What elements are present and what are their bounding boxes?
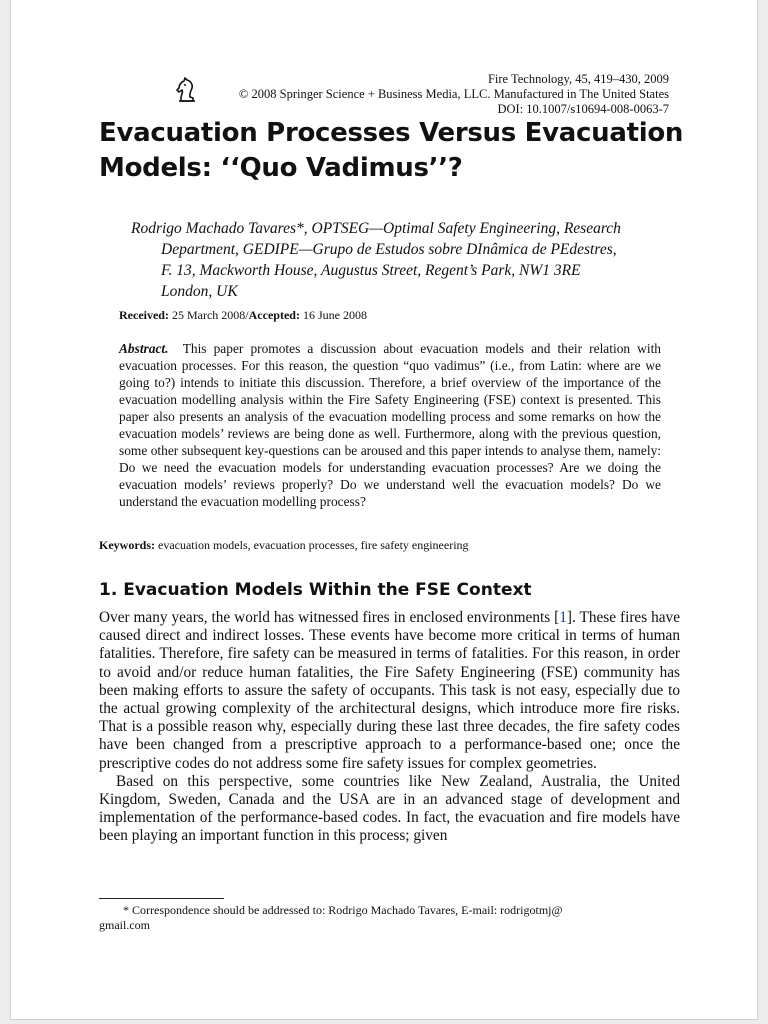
received-accepted-dates <box>119 308 367 323</box>
author-line-1: Rodrigo Machado Tavares*, OPTSEG—Optimal Safety Engineering, Research <box>131 220 621 237</box>
reference-link[interactable]: 1 <box>559 609 567 626</box>
footnote-line-2: gmail.com <box>99 918 150 932</box>
title-line-2: Models: ‘‘Quo Vadimus’’? <box>99 153 463 183</box>
accepted-label: Accepted: <box>248 308 300 322</box>
received-label: Received: <box>119 308 169 322</box>
footnote <box>99 903 680 933</box>
title-line-1: Evacuation Processes Versus Evacuation <box>99 118 684 148</box>
author-affiliation <box>131 218 691 302</box>
author-line-3: F. 13, Mackworth House, Augustus Street, Regent’s Park, NW1 3RE <box>161 262 581 279</box>
doi-line[interactable]: DOI: 10.1007/s10694-008-0063-7 <box>497 102 669 116</box>
section-body <box>99 609 680 846</box>
keywords <box>99 538 469 553</box>
section-heading: 1. Evacuation Models Within the FSE Context <box>99 580 532 600</box>
paragraph-1 <box>99 609 680 773</box>
paper-page <box>10 0 758 1020</box>
journal-header <box>239 72 669 117</box>
accepted-date: 16 June 2008 <box>302 308 367 322</box>
paragraph-1-start: Over many years, the world has witnessed fires in enclosed environments [ <box>99 609 560 626</box>
abstract <box>119 340 661 510</box>
keywords-label: Keywords: <box>99 538 155 552</box>
paragraph-1-rest: ]. These fires have caused direct and indirect losses. These events have become more critical in terms of human fatalities. Therefore, fire safety can be measured in terms of fatalities. For this reason, in order to avoid and/or reduce human fatalities, the Fire Safety Engineering (FSE) community has been making efforts to assure the safety of occupants. This task is not easy, especially due to the actual growing complexity of the architectural designs, which introduce more fire risks. That is a possible reason why, especially during these last three decades, the fire safety codes have been changed from a prescriptive approach to a performance-based one; once the prescriptive codes do not address some fire safety issues for complex geometries. <box>99 609 680 772</box>
abstract-label: Abstract. <box>119 341 169 356</box>
springer-knight-icon <box>173 76 201 104</box>
journal-citation: Fire Technology, 45, 419–430, 2009 <box>487 72 669 86</box>
footnote-divider <box>99 898 224 899</box>
paragraph-2: Based on this perspective, some countries like New Zealand, Australia, the United Kingdom, Sweden, Canada and the USA are in an advanced stage of development and implementation of the performance-based codes. In fact, the evacuation and fire models have been playing an important function in this process; given <box>99 772 680 845</box>
author-line-2: Department, GEDIPE—Grupo de Estudos sobre DInâmica de PEdestres, <box>161 241 617 258</box>
received-date: 25 March 2008/ <box>171 308 249 322</box>
author-line-4: London, UK <box>161 283 238 300</box>
paper-title <box>99 116 699 186</box>
keywords-text: evacuation models, evacuation processes, fire safety engineering <box>158 538 469 552</box>
footnote-line-1: * Correspondence should be addressed to: Rodrigo Machado Tavares, E-mail: rodrigotmj@ <box>123 903 563 917</box>
copyright-line: © 2008 Springer Science + Business Media, LLC. Manufactured in The United States <box>238 87 669 101</box>
abstract-text: This paper promotes a discussion about evacuation models and their relation with evacuation processes. For this reason, the question “quo vadimus” (i.e., from Latin: where are we going to?) intends to initiate this discussion. Therefore, a brief overview of the importance of the evacuation modelling analysis within the Fire Safety Engineering (FSE) context is presented. This paper also presents an analysis of the evacuation modelling process and some remarks on how the evacuation models’ reviews are being done as well. Furthermore, along with the previous question, some other subsequent key-questions can be aroused and this paper intends to analyse them, namely: Do we need the evacuation models for understanding evacuation processes? Are we doing the evacuation models’ reviews properly? Do we understand well the evacuation models? Do we understand the evacuation modelling process? <box>119 341 661 509</box>
